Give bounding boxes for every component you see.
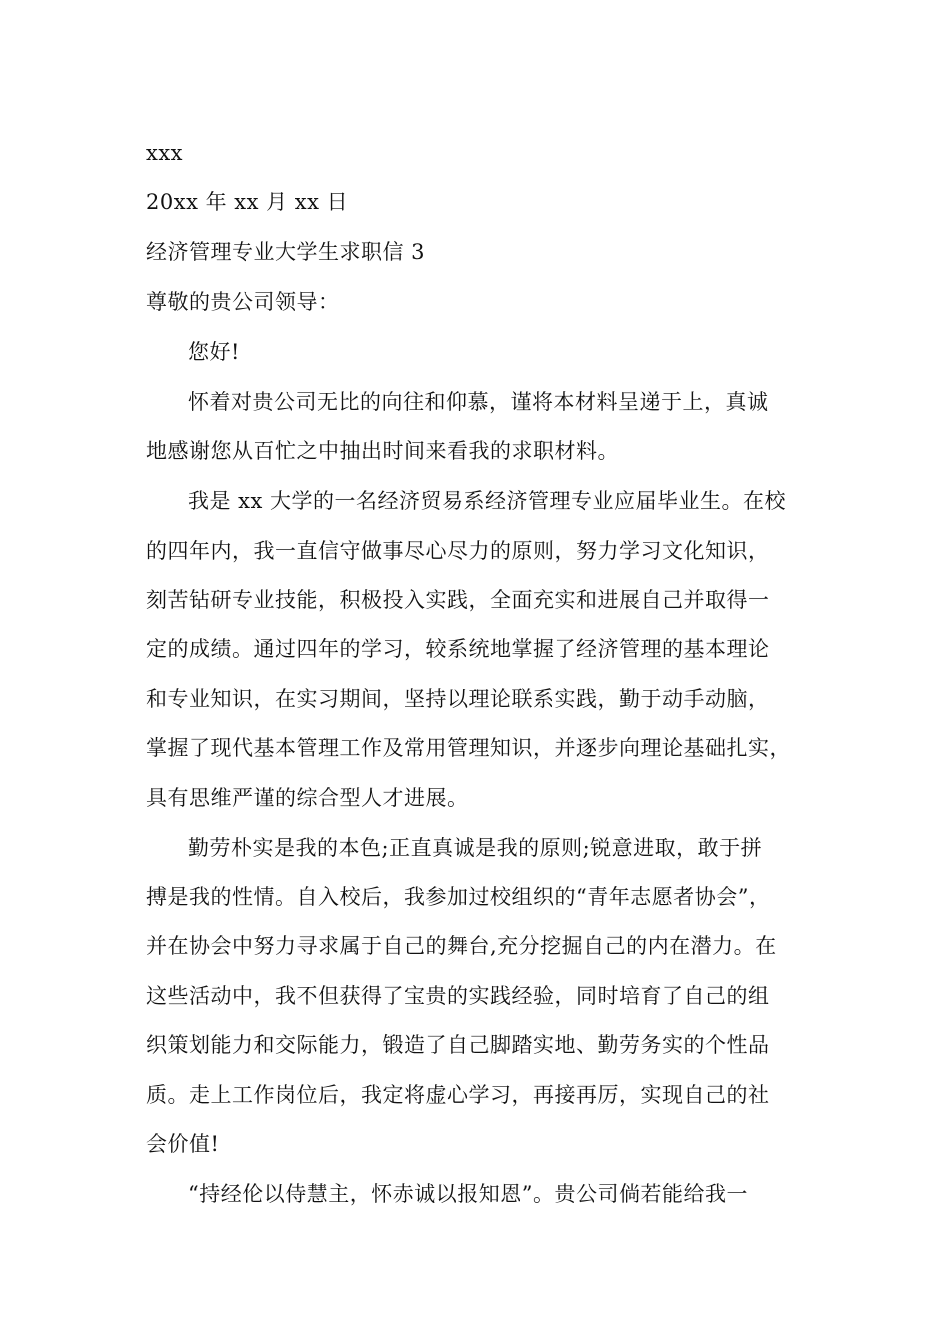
paragraph-line: 定的成绩。通过四年的学习，较系统地掌握了经济管理的基本理论 — [146, 637, 770, 661]
paragraph-line: 这些活动中，我不但获得了宝贵的实践经验，同时培育了自己的组 — [146, 984, 770, 1008]
paragraph-line: 织策划能力和交际能力，锻造了自己脚踏实地、勤劳务实的个性品 — [146, 1033, 770, 1057]
paragraph-line: 并在协会中努力寻求属于自己的舞台,充分挖掘自己的内在潜力。在 — [146, 934, 777, 958]
paragraph-line: 刻苦钻研专业技能，积极投入实践，全面充实和进展自己并取得一 — [146, 588, 770, 612]
paragraph-line: 会价值! — [146, 1132, 220, 1156]
paragraph-line: 我是 xx 大学的一名经济贸易系经济管理专业应届毕业生。在校 — [188, 489, 787, 513]
paragraph-line: 掌握了现代基本管理工作及常用管理知识，并逐步向理论基础扎实， — [146, 736, 791, 760]
paragraph-line: “持经伦以侍慧主，怀赤诚以报知恩”。贵公司倘若能给我一 — [188, 1182, 748, 1206]
paragraph-line: 具有思维严谨的综合型人才进展。 — [146, 786, 469, 810]
date: 20xx 年 xx 月 xx 日 — [146, 190, 349, 214]
letter-title: 经济管理专业大学生求职信 3 — [146, 240, 426, 264]
salutation: 尊敬的贵公司领导： — [146, 290, 340, 314]
greeting: 您好! — [188, 340, 240, 364]
signature: xxx — [146, 141, 184, 165]
paragraph-line: 搏是我的性情。自入校后，我参加过校组织的“青年志愿者协会”， — [146, 885, 771, 909]
paragraph-line: 地感谢您从百忙之中抽出时间来看我的求职材料。 — [146, 439, 619, 463]
paragraph-line: 怀着对贵公司无比的向往和仰慕，谨将本材料呈递于上，真诚 — [188, 390, 769, 414]
paragraph-line: 的四年内，我一直信守做事尽心尽力的原则，努力学习文化知识， — [146, 539, 770, 563]
paragraph-line: 和专业知识，在实习期间，坚持以理论联系实践，勤于动手动脑， — [146, 687, 770, 711]
paragraph-line: 质。走上工作岗位后，我定将虚心学习，再接再厉，实现自己的社 — [146, 1083, 770, 1107]
paragraph-line: 勤劳朴实是我的本色;正直真诚是我的原则;锐意进取，敢于拼 — [188, 836, 763, 860]
